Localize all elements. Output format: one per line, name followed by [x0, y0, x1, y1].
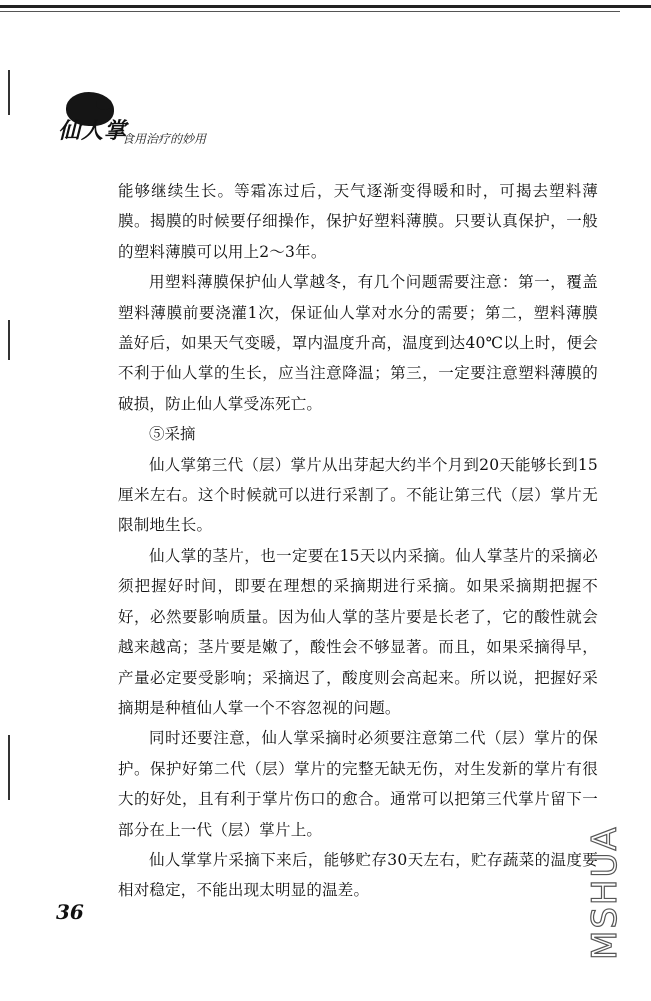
watermark: MSHUA [585, 825, 625, 960]
paragraph: 能够继续生长。等霜冻过后，天气逐渐变得暖和时，可揭去塑料薄膜。揭膜的时候要仔细操作，保护好塑料薄膜。只要认真保护，一般的塑料薄膜可以用上2～3年。 [118, 182, 598, 261]
paragraph: 用塑料薄膜保护仙人掌越冬，有几个问题需要注意：第一，覆盖塑料薄膜前要浇灌1次，保证仙人掌对水分的需要；第二，塑料薄膜盖好后，如果天气变暖，罩内温度升高，温度到达40℃以上时，便会不利于仙人掌的生长，应当注意降温；第三，一定要注意塑料薄膜的破损，防止仙人掌受冻死亡。 [118, 273, 598, 413]
margin-mark [8, 320, 10, 360]
page-number: 36 [56, 900, 84, 924]
book-subtitle: 食用治疗的妙用 [122, 132, 207, 146]
page-body [118, 176, 598, 906]
paragraph: 仙人掌的茎片，也一定要在15天以内采摘。仙人掌茎片的采摘必须把握好时间，即要在理想的采摘期进行采摘。如果采摘期把握不好，必然要影响质量。因为仙人掌的茎片要是长老了，它的酸性就会越来越高；茎片要是嫩了，酸性会不够显著。而且，如果采摘得早，产量必定要受影响；采摘迟了，酸度则会高起来。所以说，把握好采摘期是种植仙人掌一个不容忽视的问题。 [118, 546, 598, 717]
header-logo [58, 92, 228, 154]
paragraph: 仙人掌第三代（层）掌片从出芽起大约半个月到20天能够长到15厘米左右。这个时候就可以进行采割了。不能让第三代（层）掌片无限制地生长。 [118, 455, 598, 535]
book-title: 仙人掌 [58, 118, 128, 144]
margin-mark [8, 735, 10, 800]
cactus-logo-icon-detail [96, 98, 112, 110]
margin-mark [8, 70, 10, 115]
section-heading: ⑤采摘 [149, 425, 196, 444]
top-border-rule-thin [0, 11, 620, 12]
top-border-rule [0, 5, 651, 8]
paragraph: 仙人掌掌片采摘下来后，能够贮存30天左右，贮存蔬菜的温度要相对稳定，不能出现太明显的温差。 [118, 850, 598, 900]
paragraph: 同时还要注意，仙人掌采摘时必须要注意第二代（层）掌片的保护。保护好第二代（层）掌片的完整无缺无伤，对生发新的掌片有很大的好处，且有利于掌片伤口的愈合。通常可以把第三代掌片留下一部分在上一代（层）掌片上。 [118, 729, 598, 839]
